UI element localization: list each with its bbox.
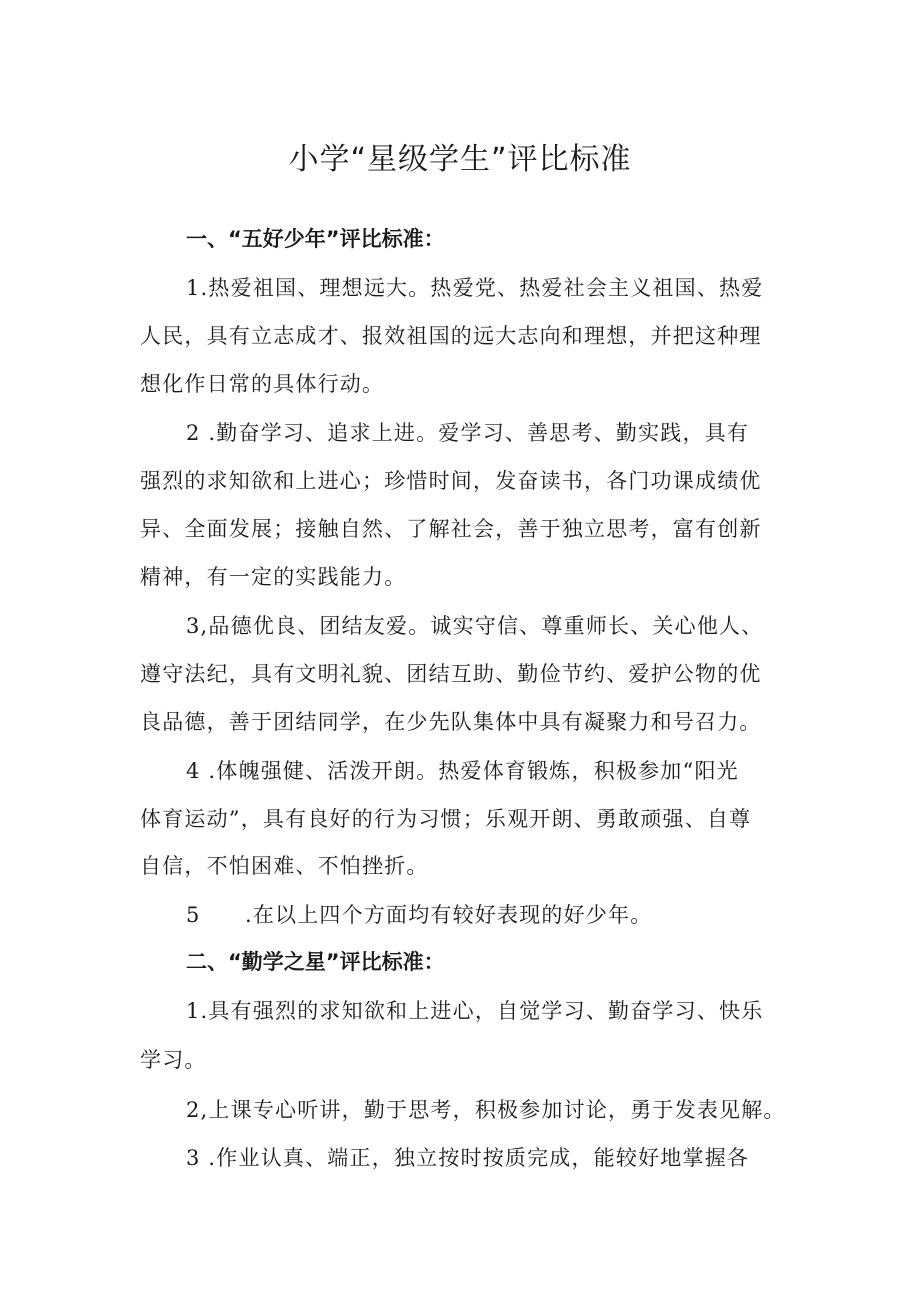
paragraph-line: 2 .勤奋学习、追求上进。爱学习、善思考、勤实践，具有 (186, 421, 750, 445)
section-heading-wuhao-shaonian: 一、“五好少年”评比标准： (186, 227, 445, 251)
paragraph-line: 人民，具有立志成才、报效祖国的远大志向和理想，并把这种理 (140, 324, 762, 348)
paragraph-line: 2,上课专心听讲，勤于思考，积极参加讨论，勇于发表见解。 (186, 1098, 786, 1122)
paragraph-line: 1.具有强烈的求知欲和上进心，自觉学习、勤奋学习、快乐 (186, 999, 764, 1023)
paragraph-line: 遵守法纪，具有文明礼貌、团结互助、勤俭节约、爱护公物的优 (140, 662, 762, 686)
paragraph-line: 良品德，善于团结同学，在少先队集体中具有凝聚力和号召力。 (140, 710, 762, 734)
paragraph-line: 学习。 (140, 1048, 207, 1072)
paragraph-line: 自信，不怕困难、不怕挫折。 (140, 854, 429, 878)
paragraph-line: 强烈的求知欲和上进心；珍惜时间，发奋读书，各门功课成绩优 (140, 469, 762, 493)
paragraph-line: 3,品德优良、团结友爱。诚实守信、尊重师长、关心他人、 (186, 614, 764, 638)
section-heading-qinxue-zhixing: 二、“勤学之星”评比标准： (186, 950, 445, 974)
paragraph-line: 想化作日常的具体行动。 (140, 372, 385, 396)
paragraph-line: 4 .体魄强健、活泼开朗。热爱体育锻炼，积极参加“阳光 (186, 759, 739, 783)
paragraph-line: 5 .在以上四个方面均有较好表现的好少年。 (186, 903, 653, 927)
paragraph-line: 精神，有一定的实践能力。 (140, 565, 407, 589)
paragraph-line: 3 .作业认真、端正，独立按时按质完成，能较好地掌握各 (186, 1146, 750, 1170)
document-title: 小学“星级学生”评比标准 (288, 142, 632, 177)
paragraph-line: 1.热爱祖国、理想远大。热爱党、热爱社会主义祖国、热爱 (186, 276, 764, 300)
paragraph-line: 体育运动”，具有良好的行为习惯；乐观开朗、勇敢顽强、自尊 (140, 807, 752, 831)
paragraph-line: 异、全面发展；接触自然、了解社会，善于独立思考，富有创新 (140, 517, 762, 541)
